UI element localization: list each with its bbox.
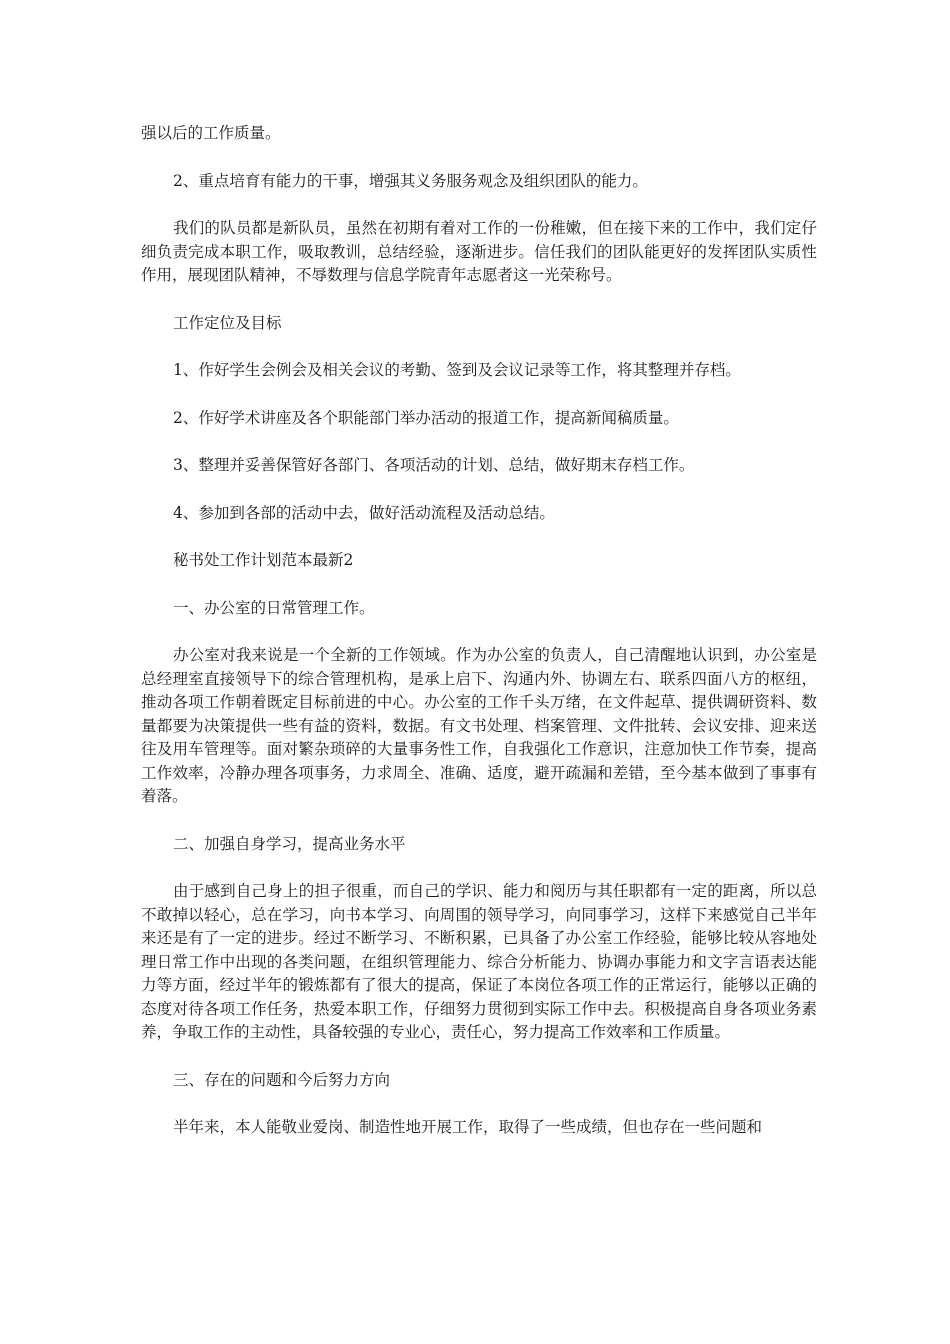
document-title: 秘书处工作计划范本最新2	[173, 551, 354, 569]
paragraph: 我们的队员都是新队员，虽然在初期有着对工作的一份稚嫩，但在接下来的工作中，我们定仔细负责完成本职工作，吸取教训，总结经验，逐渐进步。信任我们的团队能更好的发挥团队实质性作用，展现团队精神，不辱数理与信息学院青年志愿者这一光荣称号。	[141, 219, 817, 284]
paragraph: 半年来，本人能敬业爱岗、制造性地开展工作，取得了一些成绩，但也存在一些问题和	[173, 1118, 763, 1136]
section-heading: 工作定位及目标	[173, 313, 282, 332]
list-item: 2、重点培育有能力的干事，增强其义务服务观念及组织团队的能力。	[173, 171, 648, 190]
list-item: 4、参加到各部的活动中去，做好活动流程及活动总结。	[173, 503, 555, 522]
section-heading: 一、办公室的日常管理工作。	[173, 598, 375, 617]
list-item: 1、作好学生会例会及相关会议的考勤、签到及会议记录等工作，将其整理并存档。	[173, 361, 741, 379]
document-page	[141, 122, 817, 1164]
section-heading: 三、存在的问题和今后努力方向	[173, 1070, 391, 1089]
section-heading: 二、加强自身学习，提高业务水平	[173, 834, 406, 853]
paragraph: 办公室对我来说是一个全新的工作领域。作为办公室的负责人，自己清醒地认识到，办公室是总经理室直接领导下的综合管理机构，是承上启下、沟通内外、协调左右、联系四面八方的枢纽，推动各项工作朝着既定目标前进的中心。办公室的工作千头万绪，在文件起草、提供调研资料、数量都要为决策提供一些有益的资料，数据。有文书处理、档案管理、文件批转、会议安排、迎来送往及用车管理等。面对繁杂琐碎的大量事务性工作，自我强化工作意识，注意加快工作节奏，提高工作效率，冷静办理各项事务，力求周全、准确、适度，避开疏漏和差错，至今基本做到了事事有着落。	[141, 646, 817, 805]
list-item: 2、作好学术讲座及各个职能部门举办活动的报道工作，提高新闻稿质量。	[173, 408, 679, 427]
list-item: 3、整理并妥善保管好各部门、各项活动的计划、总结，做好期末存档工作。	[173, 456, 695, 474]
paragraph: 由于感到自己身上的担子很重，而自己的学识、能力和阅历与其任职都有一定的距离，所以总不敢掉以轻心，总在学习，向书本学习、向周围的领导学习，向同事学习，这样下来感觉自己半年来还是有了一定的进步。经过不断学习、不断积累，已具备了办公室工作经验，能够比较从容地处理日常工作中出现的各类问题，在组织管理能力、综合分析能力、协调办事能力和文字言语表达能力等方面，经过半年的锻炼都有了很大的提高，保证了本岗位各项工作的正常运行，能够以正确的态度对待各项工作任务，热爱本职工作，仔细努力贯彻到实际工作中去。积极提高自身各项业务素养，争取工作的主动性，具备较强的专业心，责任心，努力提高工作效率和工作质量。	[141, 882, 817, 1041]
paragraph: 强以后的工作质量。	[141, 124, 281, 142]
